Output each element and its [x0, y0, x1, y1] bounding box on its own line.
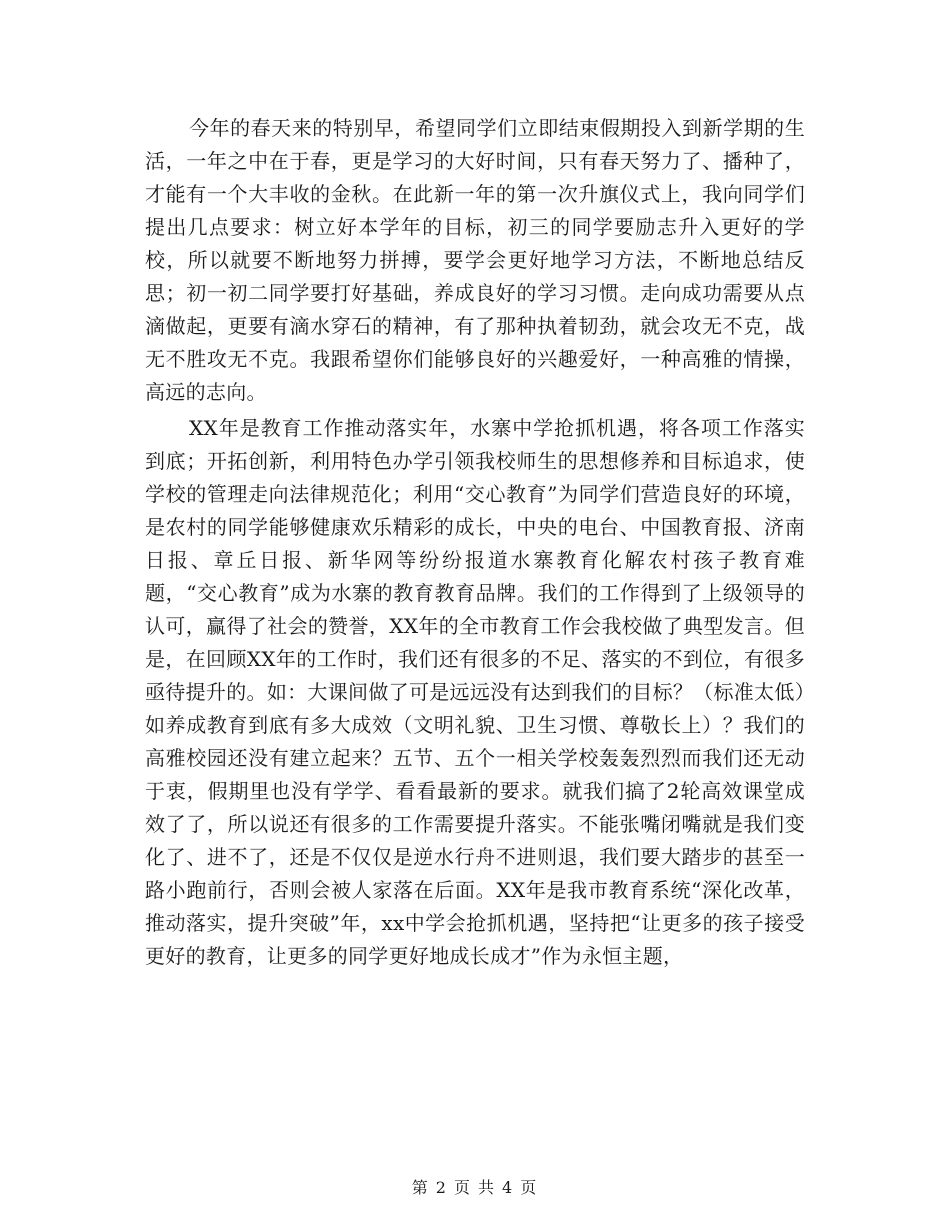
document-body [145, 112, 805, 973]
footer-total-word: 共 [478, 1178, 497, 1197]
paragraph-1: 今年的春天来的特别早，希望同学们立即结束假期投入到新学期的生活，一年之中在于春，更是学习的大好时间，只有春天努力了、播种了，才能有一个大丰收的金秋。在此新一年的第一次升旗仪式上，我向同学们提出几点要求：树立好本学年的目标，初三的同学要励志升入更好的学校，所以就要不断地努力拼搏，要学会更好地学习方法，不断地总结反思；初一初二同学要打好基础，养成良好的学习习惯。走向成功需要从点滴做起，更要有滴水穿石的精神，有了那种执着韧劲，就会攻无不克，战无不胜攻无不克。我跟希望你们能够良好的兴趣爱好，一种高雅的情操，高远的志向。 [145, 116, 805, 404]
footer-current-page: 2 [435, 1178, 448, 1197]
footer-prefix: 第 [411, 1178, 430, 1197]
page-footer [0, 1175, 950, 1198]
paragraph-2: XX年是教育工作推动落实年，水寨中学抢抓机遇，将各项工作落实到底；开拓创新，利用特色办学引领我校师生的思想修养和目标追求，使学校的管理走向法律规范化；利用“交心教育”为同学们营造良好的环境，是农村的同学能够健康欢乐精彩的成长，中央的电台、中国教育报、济南日报、章丘日报、新华网等纷纷报道水寨教育化解农村孩子教育难题，“交心教育”成为水寨的教育教育品牌。我们的工作得到了上级领导的认可，赢得了社会的赞誉，XX年的全市教育工作会我校做了典型发言。但是，在回顾XX年的工作时，我们还有很多的不足、落实的不到位，有很多亟待提升的。如：大课间做了可是远远没有达到我们的目标？（标准太低）如养成教育到底有多大成效（文明礼貌、卫生习惯、尊敬长上）？我们的高雅校园还没有建立起来？五节、五个一相关学校轰轰烈烈而我们还无动于衷，假期里也没有学学、看看最新的要求。就我们搞了2轮高效课堂成效了了，所以说还有很多的工作需要提升落实。不能张嘴闭嘴就是我们变化了、进不了，还是不仅仅是逆水行舟不进则退，我们要大踏步的甚至一路小跑前行，否则会被人家落在后面。XX年是我市教育系统“深化改革，推动落实，提升突破”年，xx中学会抢抓机遇，坚持把“让更多的孩子接受更好的教育，让更多的同学更好地成长成才”作为永恒主题， [145, 416, 805, 968]
footer-suffix: 页 [520, 1178, 539, 1197]
footer-page-word: 页 [453, 1178, 472, 1197]
footer-total-pages: 4 [502, 1178, 515, 1197]
